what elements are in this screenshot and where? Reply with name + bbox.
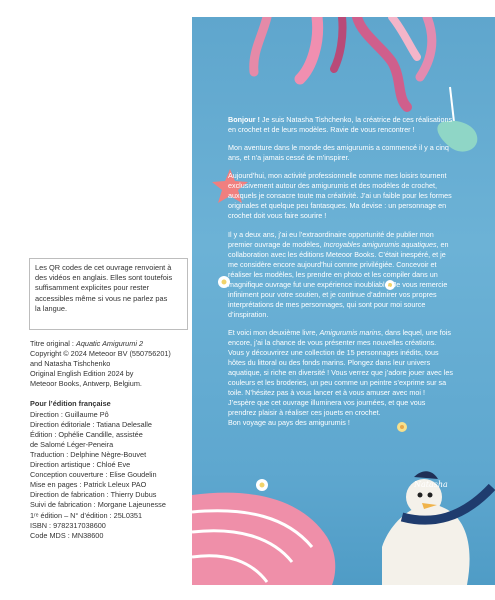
credit-line: Direction de fabrication : Thierry Dubus: [30, 490, 157, 500]
credit-line: 1ʳᵉ édition – N° d’édition : 25L0351: [30, 510, 143, 520]
credit-line: Édition : Ophélie Candille, assistée: [30, 429, 143, 439]
copyright-line: and Natasha Tishchenko: [30, 359, 111, 369]
notice-line: la langue.: [35, 303, 68, 313]
letter-paragraph: Il y a deux ans, j’ai eu l’extraordinaire opportunité de publier mon premier ouvrage de modèles, Incroyables amigurumis aquatiques, en collaboration avec les éditions Meteoor Books. C’était inespéré, et je me considère encore aujourd’hui comme privilégiée. Concevoir et réaliser les modèles, les prendre en photo et les compiler dans un magnifique ouvrage fut une expérience inoubliable. Je vous remercie infiniment pour votre soutien, et je continue d’admirer vos propres interprétations de mes personnages, qui sont pour moi source d’inspiration.: [228, 229, 449, 319]
original-title: Titre original : Aquatic Amigurumi 2: [30, 339, 144, 348]
qr-notice-box: [29, 258, 188, 330]
white-flower: [256, 479, 268, 491]
copyright-line: Original English Edition 2024 by: [30, 369, 134, 379]
copyright-line: Copyright © 2024 Meteoor BV (550756201): [30, 349, 171, 359]
credit-line: ISBN : 9782317038600: [30, 520, 106, 530]
credit-line: Code MDS : MN38600: [30, 530, 104, 540]
letter-paragraph: Bonjour ! Je suis Natasha Tishchenko, la créatrice de ces réalisations en crochet et de leurs modèles. Ravie de vous rencontrer !: [228, 115, 453, 134]
letter-paragraph: Aujourd’hui, mon activité professionnelle comme mes loisirs tournent exclusivement autour des amigurumis et des modèles de crochet, auxquels je consacre toute ma créativité. J’ai un faible pour les formes originales et quelque peu fantasques. Ma devise : un personnage en crochet doit vous faire sourire !: [228, 171, 452, 221]
credit-line: Conception couverture : Elise Goudelin: [30, 470, 157, 480]
copyright-line: Meteoor Books, Antwerp, Belgium.: [30, 379, 142, 389]
author-signature: Natasha: [414, 480, 448, 489]
author-letter: [228, 115, 453, 436]
pink-tentacles: [254, 17, 432, 107]
notice-line: Les QR codes de cet ouvrage renvoient à: [35, 263, 172, 272]
credit-line: Direction éditoriale : Tatiana Delesalle: [30, 419, 152, 429]
credit-line: Mise en pages : Patrick Leleux PAO: [30, 480, 147, 490]
letter-paragraph: Mon aventure dans le monde des amigurumis a commencé il y a cinq ans, et n’a jamais cessé de m’inspirer.: [228, 143, 449, 163]
french-edition-heading: Pour l’édition française: [30, 399, 111, 409]
credit-line: Suivi de fabrication : Morgane Lajeunesse: [30, 500, 166, 510]
credit-line: de Salomé Léger-Peneira: [30, 439, 114, 449]
notice-line: des vidéos en anglais. Elles sont toutefois: [35, 273, 173, 283]
credits-block: [30, 339, 190, 541]
amigurumi-photo: [192, 17, 495, 585]
letter-paragraph: Et voici mon deuxième livre, Amigurumis marins, dans lequel, une fois encore, j’ai la chance de vous présenter mes nouvelles créations. Vous y découvrirez une collection de 15 personnages inédits, tous hôtes du littoral ou des fonds marins. Plongez dans leur univers aquatique, si riche en diversité ! Vous verrez que j’adore jouer avec les couleurs et les broderies, un peu comme un peintre s’exprime sur sa toile. N’hésitez pas à vous lancer et à vous amuser avec moi ! J’espère que cet ouvrage illuminera vos journées, et que vous prendrez plaisir à réaliser ces jouets en crochet. Bon voyage au pays des amigurumis !: [228, 327, 453, 427]
credit-line: Traduction : Delphine Nègre-Bouvet: [30, 449, 147, 459]
notice-line: accessibles même si vous ne parlez pas: [35, 293, 168, 303]
pink-shell: [192, 493, 335, 585]
credit-line: Direction : Guillaume Pô: [30, 409, 109, 419]
credit-line: Direction artistique : Chloé Eve: [30, 460, 131, 470]
notice-line: suffisamment explicites pour rester: [35, 283, 150, 293]
